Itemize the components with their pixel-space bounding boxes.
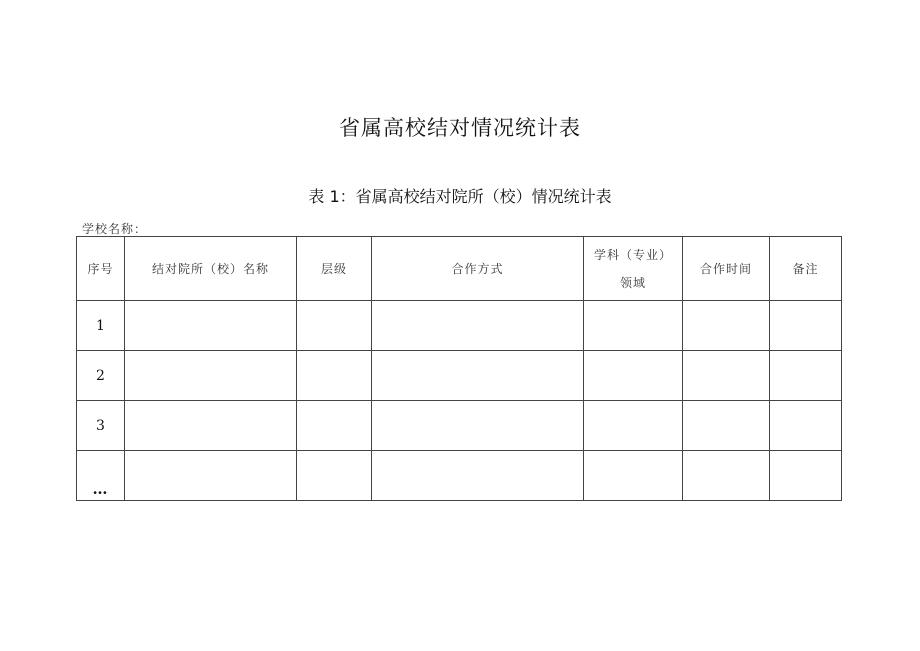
cell-subject-field <box>584 301 683 351</box>
cell-remarks <box>770 401 842 451</box>
table-row <box>77 351 842 401</box>
cell-subject-field <box>584 401 683 451</box>
header-partner-name: 结对院所（校）名称 <box>125 237 297 301</box>
school-name-label: 学校名称： <box>82 222 148 236</box>
cell-partner-name <box>125 401 297 451</box>
header-subject-line1: 学科（专业） <box>593 247 672 262</box>
cell-subject-field <box>584 351 683 401</box>
document-title: 省属高校结对情况统计表 <box>339 116 581 140</box>
cell-remarks <box>770 301 842 351</box>
header-level: 层级 <box>297 237 372 301</box>
row-index: 3 <box>77 401 125 451</box>
table-caption: 表 1：省属高校结对院所（校）情况统计表 <box>308 187 612 206</box>
cell-partner-name <box>125 351 297 401</box>
cell-level <box>297 451 372 501</box>
header-index: 序号 <box>77 237 125 301</box>
cell-partner-name <box>125 451 297 501</box>
header-cooperation-time: 合作时间 <box>683 237 770 301</box>
cell-cooperation-mode <box>372 301 584 351</box>
cell-cooperation-time <box>683 351 770 401</box>
statistics-table <box>76 236 842 501</box>
cell-subject-field <box>584 451 683 501</box>
cell-remarks <box>770 351 842 401</box>
row-index: 1 <box>77 301 125 351</box>
table-header-row <box>77 237 842 301</box>
cell-level <box>297 401 372 451</box>
cell-cooperation-time <box>683 451 770 501</box>
cell-cooperation-mode <box>372 401 584 451</box>
cell-level <box>297 301 372 351</box>
cell-partner-name <box>125 301 297 351</box>
table-row <box>77 401 842 451</box>
header-remarks: 备注 <box>770 237 842 301</box>
cell-cooperation-time <box>683 401 770 451</box>
table-row <box>77 301 842 351</box>
cell-cooperation-mode <box>372 351 584 401</box>
row-index: 2 <box>77 351 125 401</box>
ellipsis-marker: … <box>92 479 109 498</box>
header-cooperation-mode: 合作方式 <box>372 237 584 301</box>
header-subject-field <box>584 237 683 301</box>
row-index <box>77 451 125 501</box>
header-subject-line2: 领域 <box>619 275 646 290</box>
cell-remarks <box>770 451 842 501</box>
table-row <box>77 451 842 501</box>
cell-level <box>297 351 372 401</box>
cell-cooperation-mode <box>372 451 584 501</box>
cell-cooperation-time <box>683 301 770 351</box>
